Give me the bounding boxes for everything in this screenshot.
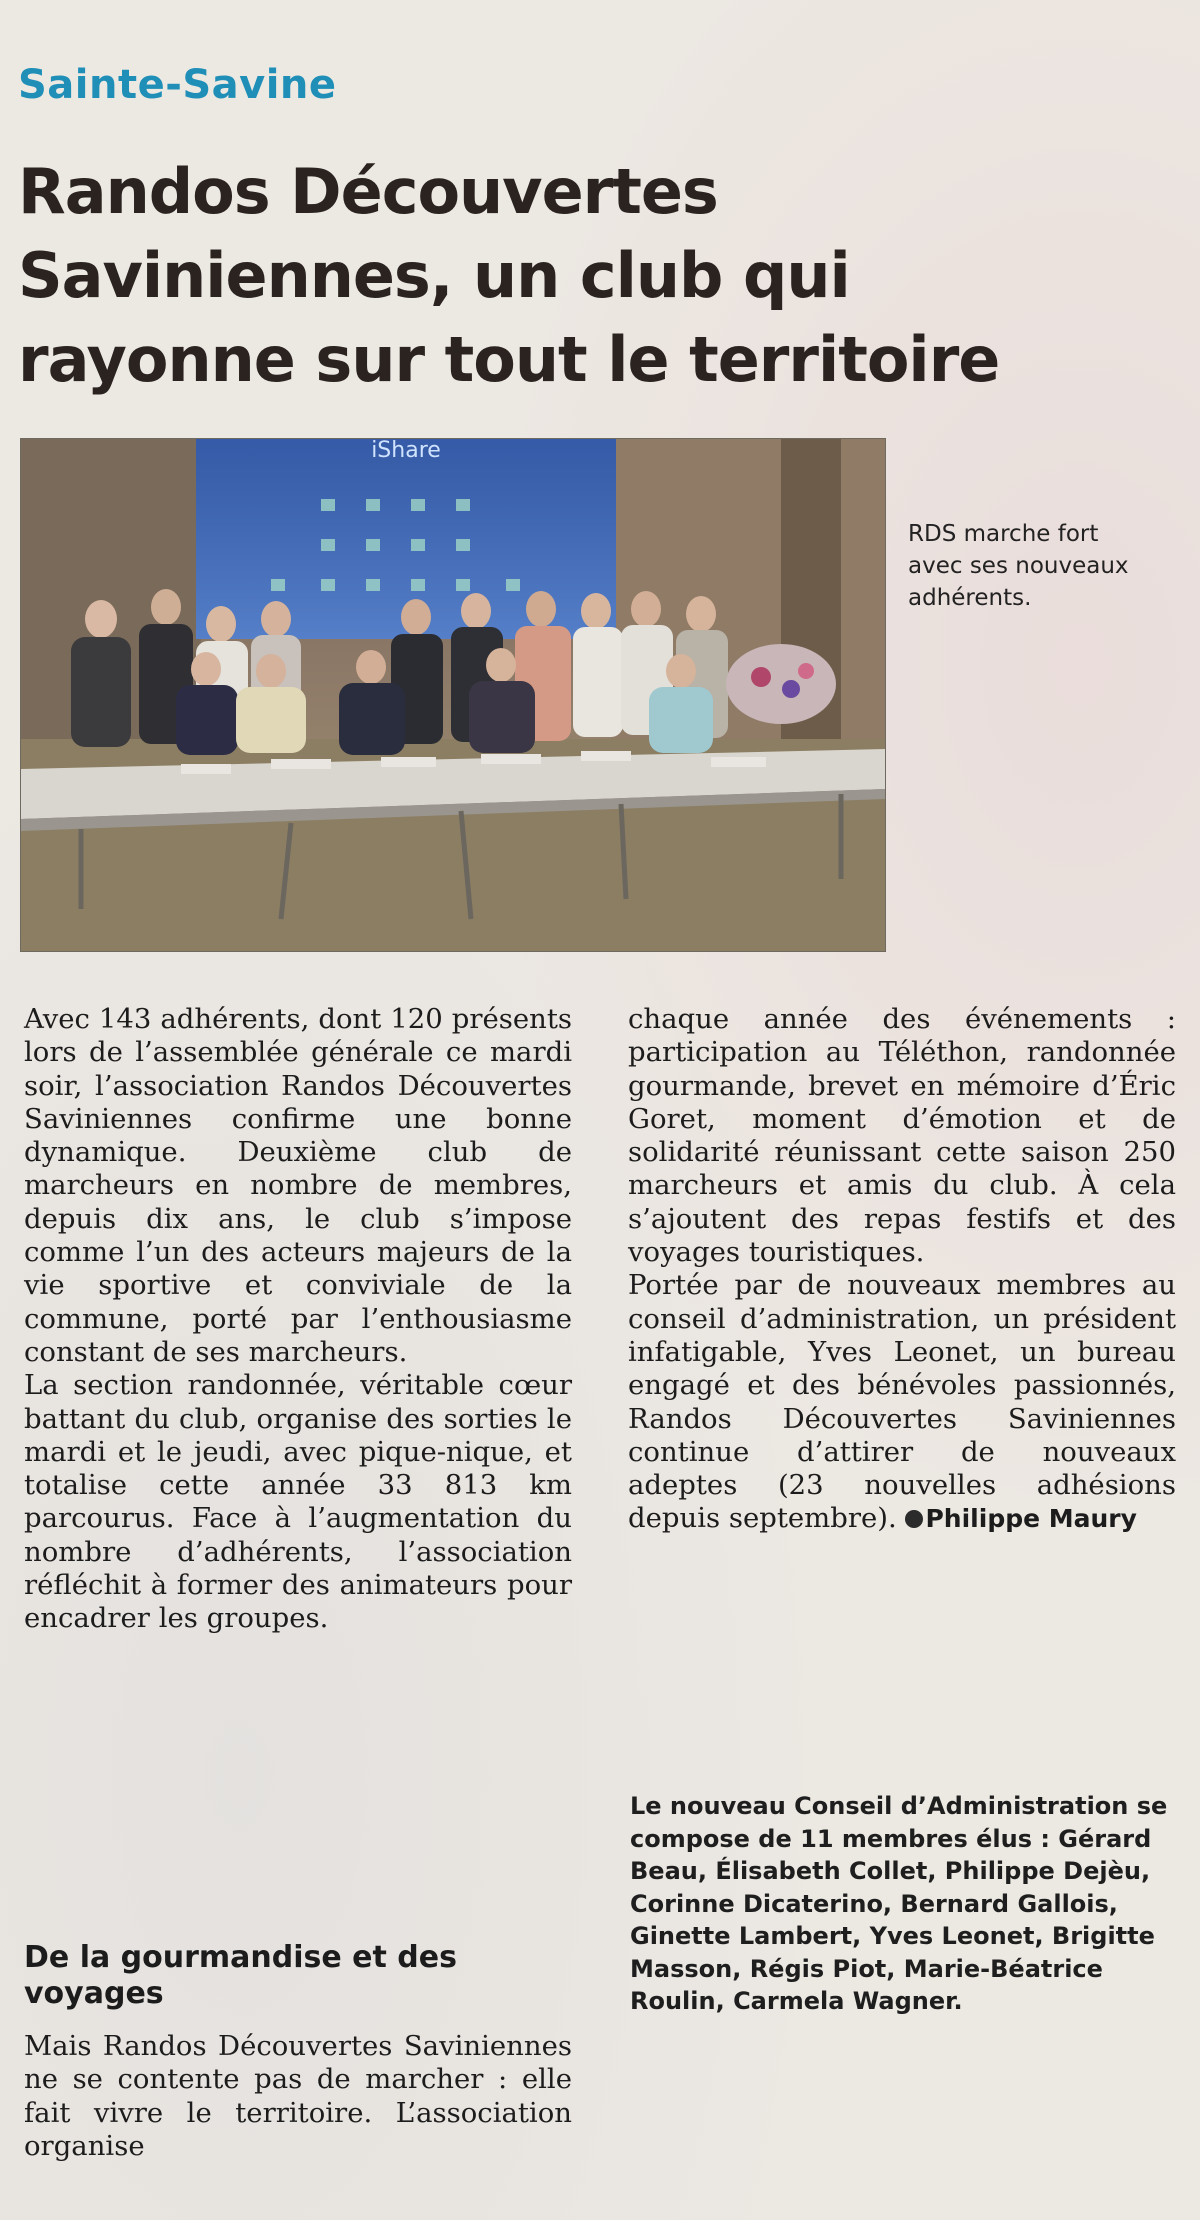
- article-paragraph: Avec 143 adhérents, dont 120 présents lors de l’assemblée générale ce mardi soir, l’association Randos Découvertes Saviniennes confirme une bonne dynamique. Deuxième club de marcheurs en nombre de membres, depuis dix ans, le club s’impose comme l’un des acteurs majeurs de la vie sportive et conviviale de la commune, porté par l’enthousiasme constant de ses marcheurs.: [24, 1003, 572, 1368]
- article-column-left: [24, 1003, 572, 1636]
- screen-text: iShare: [371, 439, 441, 463]
- article-paragraph: chaque année des événements : participation au Téléthon, randonnée gourmande, brevet en mémoire d’Éric Goret, moment d’émotion et de solidarité réunissant cette saison 250 marcheurs et amis du club. À cela s’ajoutent des repas festifs et des voyages touristiques.: [628, 1003, 1176, 1269]
- bullet-icon: [905, 1510, 923, 1528]
- article-column-left-continued: [24, 2030, 572, 2163]
- headline-line: rayonne sur tout le territoire: [18, 323, 1000, 396]
- article-paragraph: [628, 1269, 1176, 1535]
- section-label: Sainte-Savine: [18, 62, 337, 108]
- headline-line: Randos Découvertes: [18, 155, 718, 228]
- headline-line: Saviniennes, un club qui: [18, 239, 850, 312]
- byline: [905, 1504, 1136, 1533]
- article-headline: [18, 150, 1148, 402]
- group-photo-illustration: [21, 439, 885, 951]
- article-column-right: [628, 1003, 1176, 1536]
- article-paragraph: La section randonnée, véritable cœur battant du club, organise des sorties le mardi et le jeudi, avec pique-nique, et totalise cette année 33 813 km parcourus. Face à l’augmentation du nombre d’adhérents, l’association réfléchit à former des animateurs pour encadrer les groupes.: [24, 1369, 572, 1635]
- article-subhead: De la gourmandise et des voyages: [24, 1940, 457, 2011]
- byline-name: Philippe Maury: [925, 1504, 1137, 1534]
- group-photo: [20, 438, 886, 952]
- council-box: Le nouveau Conseil d’Administration se compose de 11 membres élus : Gérard Beau, Élisabeth Collet, Philippe Dejèu, Corinne Dicaterino, Bernard Gallois, Ginette Lambert, Yves Leonet, Brigitte Masson, Régis Piot, Marie-Béatrice Roulin, Carmela Wagner.: [630, 1792, 1168, 2015]
- article-paragraph: Mais Randos Découvertes Saviniennes ne se contente pas de marcher : elle fait vivre le territoire. L’association organise: [24, 2030, 572, 2162]
- photo-caption: RDS marche fort avec ses nouveaux adhérents.: [908, 521, 1129, 611]
- article-paragraph-text: Portée par de nouveaux membres au conseil d’administration, un président infatigable, Yves Leonet, un bureau engagé et des bénévoles passionnés, Randos Découvertes Saviniennes continue d’attirer de nouveaux adeptes (23 nouvelles adhésions depuis septembre).: [628, 1269, 1176, 1535]
